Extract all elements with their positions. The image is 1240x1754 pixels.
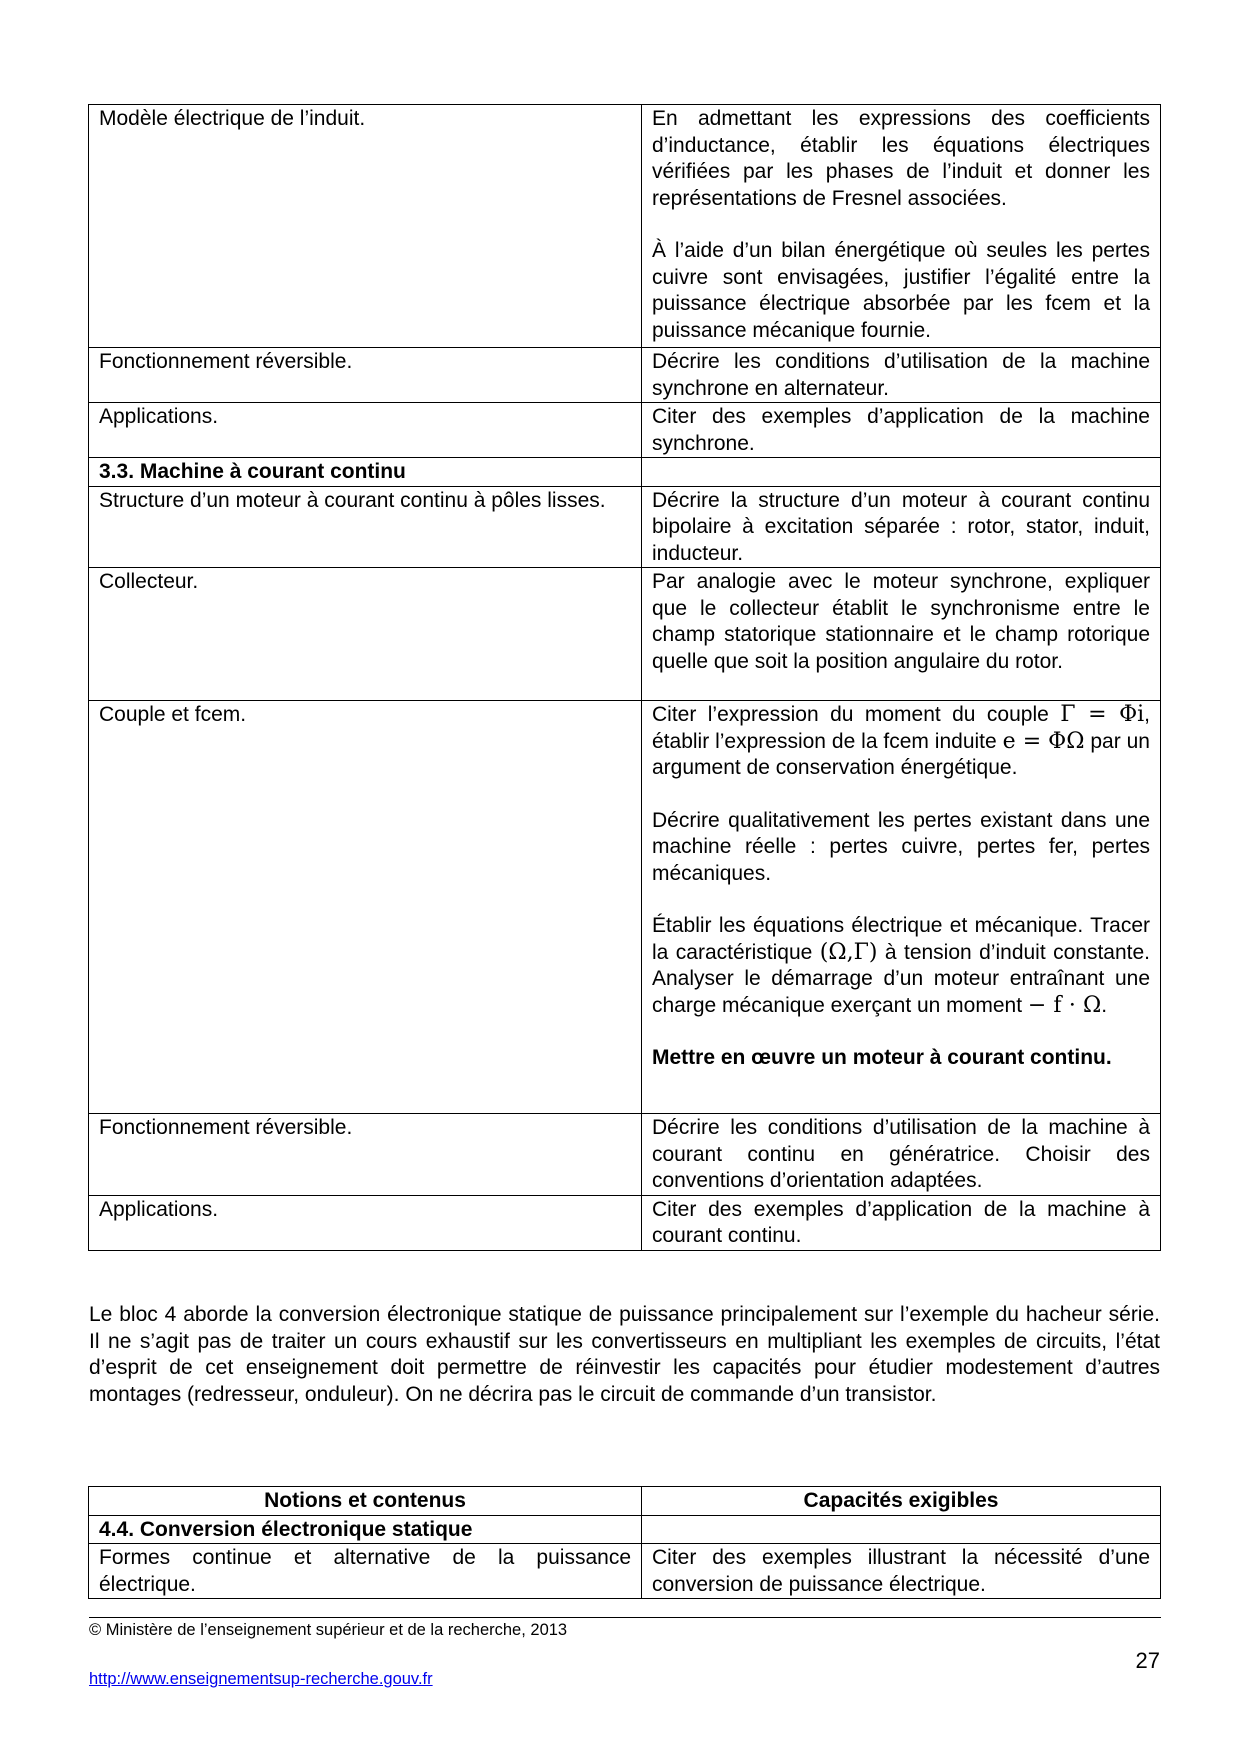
competencies-table-1 xyxy=(88,104,1161,1251)
capacity-cell: Par analogie avec le moteur synchrone, expliquer que le collecteur établit le synchronisme entre le champ statorique stationnaire et le champ rotorique quelle que soit la position angulaire du rotor. xyxy=(642,568,1161,701)
notion-cell: Structure d’un moteur à courant continu à pôles lisses. xyxy=(89,486,642,568)
capacity-paragraph: Décrire qualitativement les pertes existant dans une machine réelle : pertes cuivre, pertes fer, pertes mécaniques. xyxy=(652,808,1150,885)
characteristic-formula: (Ω,Γ) xyxy=(819,939,878,965)
table-row xyxy=(89,1544,1161,1599)
section-row xyxy=(89,458,1161,487)
page-number: 27 xyxy=(1135,1648,1160,1673)
notion-cell: Collecteur. xyxy=(89,568,642,701)
header-capacities: Capacités exigibles xyxy=(642,1487,1161,1516)
practical-task: Mettre en œuvre un moteur à courant continu. xyxy=(652,1046,1112,1069)
capacity-paragraph xyxy=(652,913,1150,1019)
table-row xyxy=(89,486,1161,568)
notion-cell: Modèle électrique de l’induit. xyxy=(89,105,642,348)
capacity-cell xyxy=(642,701,1161,1114)
capacity-cell: Décrire les conditions d’utilisation de la machine synchrone en alternateur. xyxy=(642,348,1161,403)
fcem-formula: e = ΦΩ xyxy=(1002,728,1085,754)
section-title: 3.3. Machine à courant continu xyxy=(89,458,642,487)
text-run: par un argument de conservation énergétique. xyxy=(652,729,1150,779)
table-row xyxy=(89,105,1161,348)
text-run: à tension d’induit constante. Analyser le démarrage d’un moteur entraînant une charge mécanique exerçant un moment xyxy=(652,940,1151,1017)
notion-cell: Formes continue et alternative de la puissance électrique. xyxy=(89,1544,642,1599)
table-row xyxy=(89,348,1161,403)
table-row xyxy=(89,701,1161,1114)
footer-divider xyxy=(89,1617,1161,1618)
capacity-cell: Décrire les conditions d’utilisation de la machine à courant continu en génératrice. Choisir des conventions d’orientation adaptées. xyxy=(642,1114,1161,1196)
header-row xyxy=(89,1487,1161,1516)
section-title: 4.4. Conversion électronique statique xyxy=(89,1515,642,1544)
notion-cell: Couple et fcem. xyxy=(89,701,642,1114)
text-run: Citer l’expression du moment du couple xyxy=(652,703,1049,726)
torque-formula: Γ = Φi xyxy=(1060,702,1145,727)
copyright-notice: © Ministère de l’enseignement supérieur et de la recherche, 2013 xyxy=(89,1621,568,1639)
header-notions: Notions et contenus xyxy=(89,1487,642,1516)
empty-cell xyxy=(642,1515,1161,1544)
capacity-cell: Citer des exemples d’application de la machine synchrone. xyxy=(642,403,1161,458)
table-row xyxy=(89,1114,1161,1196)
capacity-paragraph: En admettant les expressions des coefficients d’inductance, établir les équations électriques vérifiées par les phases de l’induit et donner les représentations de Fresnel associées. xyxy=(652,107,1150,210)
capacity-cell: Décrire la structure d’un moteur à courant continu bipolaire à excitation séparée : rotor, stator, induit, inducteur. xyxy=(642,486,1161,568)
text-run: Établir les équations électrique et mécanique. Tracer la caractéristique xyxy=(652,914,1150,964)
ministry-website-link[interactable]: http://www.enseignementsup-recherche.gouv.fr xyxy=(89,1670,433,1688)
table-row xyxy=(89,1195,1161,1250)
capacity-cell: Citer des exemples illustrant la nécessité d’une conversion de puissance électrique. xyxy=(642,1544,1161,1599)
empty-cell xyxy=(642,458,1161,487)
table-row xyxy=(89,403,1161,458)
capacity-cell: Citer des exemples d’application de la machine à courant continu. xyxy=(642,1195,1161,1250)
bloc-4-intro-paragraph: Le bloc 4 aborde la conversion électronique statique de puissance principalement sur l’exemple du hacheur série. Il ne s’agit pas de traiter un cours exhaustif sur les convertisseurs en multipliant les exemples de circuits, l’état d’esprit de cet enseignement doit permettre de réinvestir les capacités pour étudier modestement d’autres montages (redresseur, onduleur). On ne décrira pas le circuit de commande d’un transistor. xyxy=(89,1303,1160,1406)
notion-cell: Applications. xyxy=(89,1195,642,1250)
section-row xyxy=(89,1515,1161,1544)
moment-formula: − f ⋅ Ω xyxy=(1027,992,1102,1018)
capacity-paragraph: À l’aide d’un bilan énergétique où seules les pertes cuivre sont envisagées, justifier l’égalité entre la puissance électrique absorbée par les fcem et la puissance mécanique fournie. xyxy=(652,239,1150,342)
capacity-cell xyxy=(642,105,1161,348)
text-run: , établir l’expression de la fcem induite xyxy=(652,703,1150,753)
notion-cell: Fonctionnement réversible. xyxy=(89,1114,642,1196)
text-run: . xyxy=(1101,993,1108,1017)
notion-cell: Applications. xyxy=(89,403,642,458)
table-row xyxy=(89,568,1161,701)
competencies-table-2 xyxy=(88,1486,1161,1599)
capacity-paragraph xyxy=(652,702,1150,782)
notion-cell: Fonctionnement réversible. xyxy=(89,348,642,403)
